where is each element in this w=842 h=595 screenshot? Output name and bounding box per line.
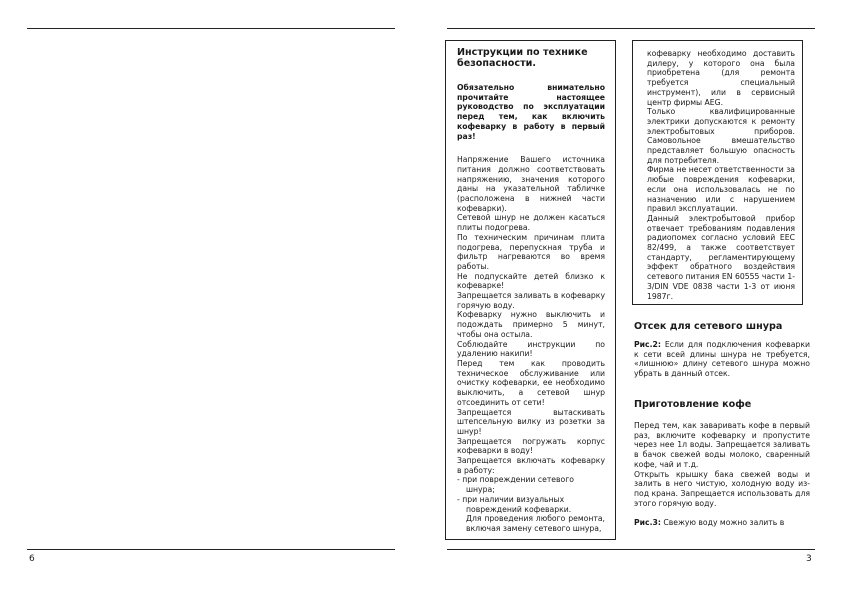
figure-label: Рис.3: xyxy=(634,518,661,528)
right-bottom-rule xyxy=(447,549,815,550)
cord-section-text xyxy=(634,340,810,379)
safety-paragraph: Запрещается заливать в кофеварку горячую воду. xyxy=(457,291,605,310)
prep-paragraph: Перед тем, как заваривать кофе в первый раз, включите кофеварку и пропустите через нее 1л воды. Запрещается заливать в бачок свежей воды молоко, сваренный кофе, чай и т.д. xyxy=(634,421,810,469)
prep-paragraph: Открыть крышку бака свежей воды и залить в него чистую, холодную воду из-под крана. Запрещается использовать для этого горячую воду. xyxy=(634,469,810,508)
safety-column-1 xyxy=(457,47,605,534)
safety-paragraph: Напряжение Вашего источника питания должно соответствовать напряжению, значения которого даны на указательной табличке (расположена в нижней части кофеварки). xyxy=(457,155,605,213)
safety-paragraph: Только квалифицированные электрики допускаются к ремонту электробытовых приборов. Самовольное вмешательство представляет большую опасность для потребителя. xyxy=(647,107,795,165)
safety-paragraph: Данный электробытовой прибор отвечает требованиям подавления радиопомех согласно условий ЕЕС 82/499, а также соответствует стандарту, регламентирующему эффект обратного воздействия сетевого питания EN 60555 части 1-3/DIN VDE 0838 части 1-3 от июня 1987г. xyxy=(647,213,795,301)
safety-paragraph: Кофеварку нужно выключить и подождать примерно 5 минут, чтобы она остыла. xyxy=(457,310,605,339)
figure-text: Свежую воду можно залить в xyxy=(663,518,785,528)
safety-list-tail: Для проведения любого ремонта, включая замену сетевого шнура, xyxy=(466,514,605,533)
prep-section-text xyxy=(634,421,810,528)
safety-column-2 xyxy=(647,49,795,301)
safety-paragraph: Запрещается погружать корпус кофеварки в воду! xyxy=(457,436,605,456)
safety-title: Инструкции по технике безопасности. xyxy=(457,47,588,69)
safety-paragraph: Перед тем как проводить техническое обслуживание или очистку кофеварки, ее необходимо выключить, а сетевой шнур отсоединить от сети! xyxy=(457,358,605,407)
safety-paragraph: Соблюдайте инструкции по удалению накипи! xyxy=(457,339,605,359)
cord-section-title: Отсек для сетевого шнура xyxy=(634,321,783,332)
left-bottom-rule xyxy=(27,549,395,550)
safety-paragraph: По техническим причинам плита подогрева, перепускная труба и фильтр нагреваются во время работы. xyxy=(457,232,605,271)
page-number-right: 3 xyxy=(806,554,812,564)
cord-description: Если для подключения кофеварки к сети всей длины шнура не требуется, «лишнюю» длину сетевого шнура можно убрать в данный отсек. xyxy=(634,340,810,379)
safety-list xyxy=(457,475,605,514)
safety-paragraph: Сетевой шнур не должен касаться плиты подогрева. xyxy=(457,213,605,233)
left-top-rule xyxy=(27,28,395,29)
safety-paragraph: Не подпускайте детей близко к кофеварке! xyxy=(457,271,605,291)
list-item: - при повреждении сетевого шнура; xyxy=(457,475,575,495)
page-number-left: 6 xyxy=(29,554,35,564)
list-item: - при наличии визуальных повреждений кофеварки. xyxy=(457,494,572,514)
safety-paragraph: Запрещается включать кофеварку в работу: xyxy=(457,456,605,475)
right-top-rule xyxy=(447,28,815,29)
prep-section-title: Приготовление кофе xyxy=(634,399,752,410)
safety-paragraph: Фирма не несет ответственности за любые повреждения кофеварки, если она использовалась не по назначению или с нарушением правил эксплуатации. xyxy=(647,165,795,214)
prep-figure-note xyxy=(634,518,810,528)
safety-paragraph: Запрещается вытаскивать штепсельную вилку из розетки за шнур! xyxy=(457,407,605,436)
safety-paragraph: кофеварку необходимо доставить дилеру, у которого она была приобретена (для ремонта требуется специальный инструмент), или в сервисный центр фирмы AEG. xyxy=(647,49,795,107)
figure-label: Рис.2: xyxy=(634,340,661,349)
safety-intro: Обязательно внимательно прочитайте настоящее руководство по эксплуатации перед тем, как включить кофеварку в работу в первый раз! xyxy=(457,83,605,141)
